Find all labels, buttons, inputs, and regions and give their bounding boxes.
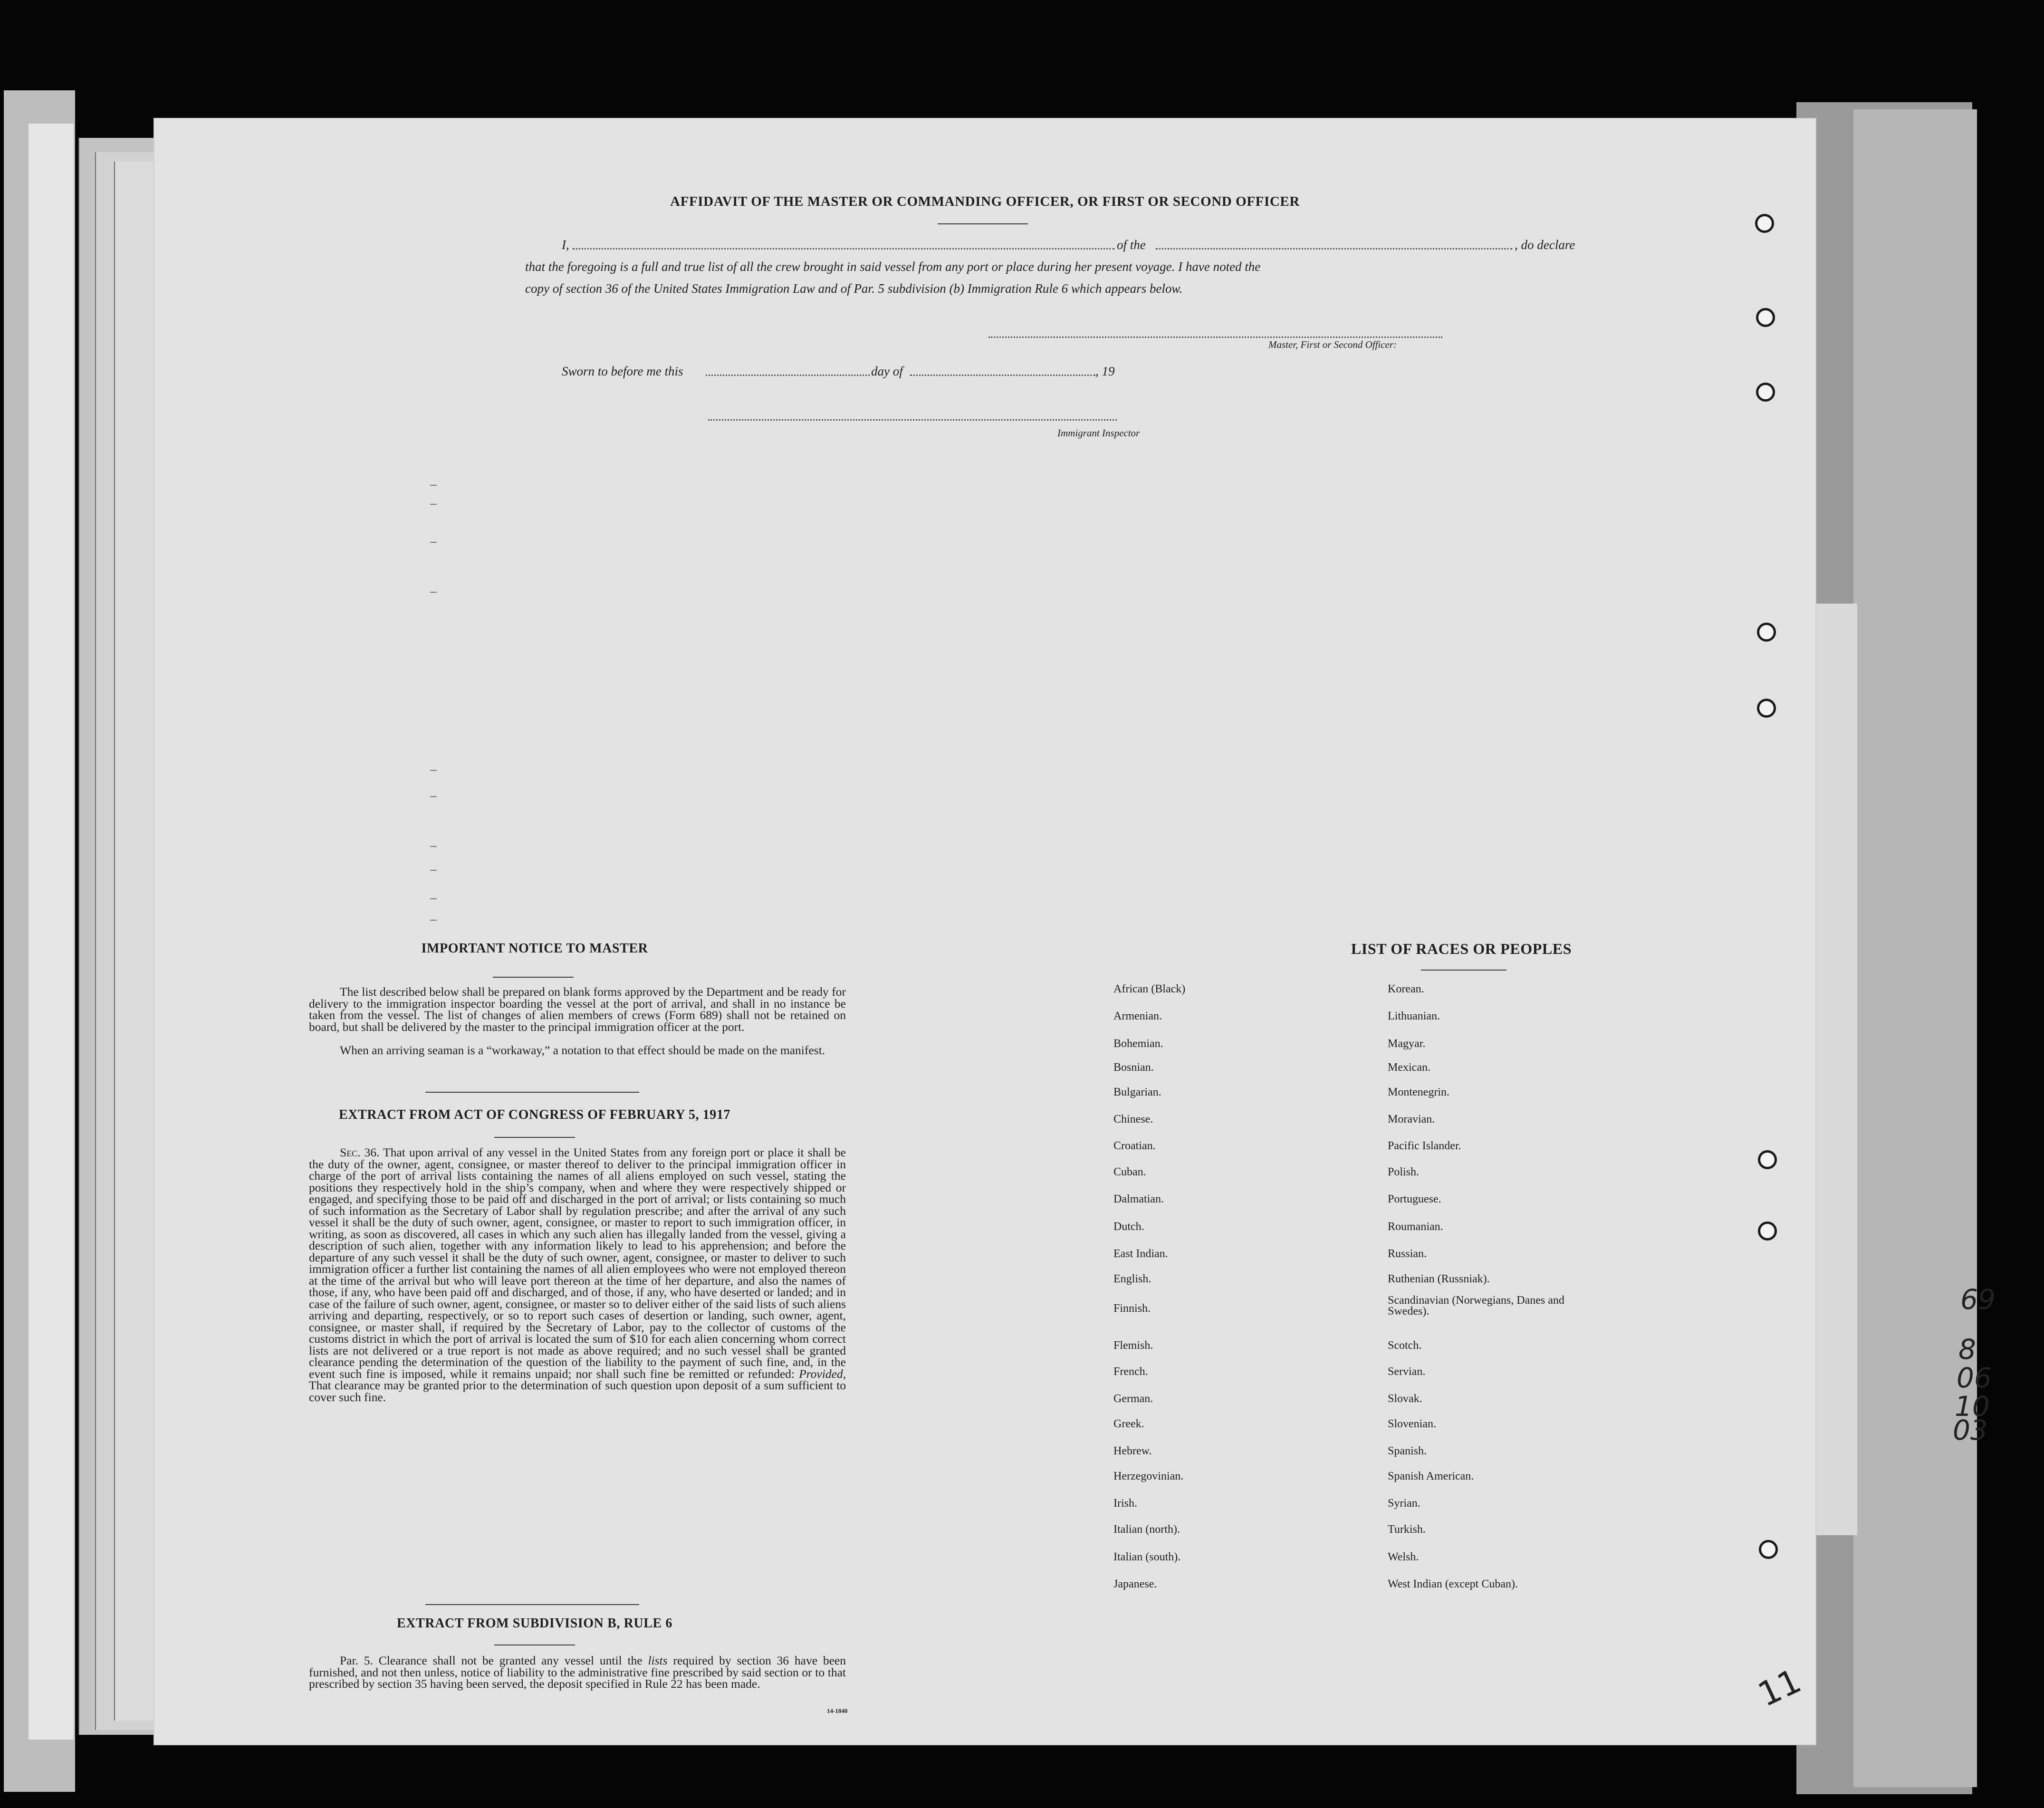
handwritten-number: 8	[1958, 1333, 1976, 1366]
handwritten-number: 10	[1955, 1390, 1990, 1423]
form-number: 14-1840	[827, 1707, 848, 1714]
affidavit-line-3: copy of section 36 of the United States Immigration Law and of Par. 5 subdivision (b) Immigration Rule 6 which appears below.	[525, 281, 1183, 296]
manifest-page	[154, 119, 1815, 1744]
heading-rule	[938, 223, 1028, 224]
race-right-item: Spanish American.	[1388, 1470, 1474, 1482]
notice-divider	[425, 1092, 639, 1093]
rule-text-b: required by section 36 have been furnished, and not then unless, notice of liability to the administrative fine prescribed by said section or to that prescribed by section 35 having been served, the deposit specified in Rule 22 has been made.	[309, 1654, 846, 1691]
race-right-item: Russian.	[1388, 1248, 1427, 1260]
page-tab-insert	[1815, 604, 1857, 1535]
act-section-label: Sec. 36.	[340, 1145, 380, 1159]
handwritten-number: 03	[1953, 1414, 1988, 1446]
act-divider	[425, 1604, 639, 1605]
punch-hole	[1756, 308, 1775, 327]
affidavit-i: I,	[562, 238, 569, 252]
notice-para-2-text: When an arriving seaman is a “workaway,” a notation to that effect should be made on the manifest.	[340, 1043, 825, 1057]
rule-text-a: Par. 5. Clearance shall not be granted any vessel until the	[340, 1654, 643, 1667]
race-left-item: Chinese.	[1113, 1113, 1153, 1125]
notice-rule	[493, 977, 574, 978]
rule-lists-word: lists	[648, 1654, 668, 1667]
master-name-field[interactable]	[573, 248, 1114, 250]
margin-tick	[430, 846, 437, 847]
affidavit-line-2: that the foregoing is a full and true list of all the crew brought in said vessel from any port or place during her present voyage. I have noted the	[525, 260, 1261, 274]
margin-tick	[430, 920, 437, 921]
margin-tick	[430, 898, 437, 899]
race-left-item: Japanese.	[1113, 1578, 1157, 1590]
race-right-item: Pacific Islander.	[1388, 1140, 1461, 1152]
race-right-item: Magyar.	[1388, 1038, 1426, 1050]
race-right-item: Servian.	[1388, 1366, 1426, 1378]
race-left-item: Armenian.	[1113, 1010, 1162, 1022]
act-section-text: That upon arrival of any vessel in the United States from any foreign port or place it shall be the duty of the owner, agent, consignee, or master thereof to deliver to the principal immigration officer in charge of the port of arrival lists containing the names of all aliens employed on such vessel, stating the positions they respectively hold in the ship’s company, when and where they were respectively shipped or engaged, and specifying those to be paid off and discharged in the port of arrival; or lists containing so much of such information as the Secretary of Labor shall by regulation prescribe; and after the arrival of any such vessel it shall be the duty of such owner, agent, consignee, or master to report to such immigration officer, in writing, as soon as discovered, all cases in which any such alien has illegally landed from the vessel, giving a description of such alien, together with any information likely to lead to his apprehension; and before the departure of any such vessel it shall be the duty of such owner, agent, consignee, or master to deliver to such immigration officer a further list containing the names of all alien employees who were not employed thereon at the time of the arrival but who will leave port thereon at the time of her departure, and also the names of those, if any, who have been paid off and discharged, and of those, if any, who have deserted or landed; and in case of the failure of such owner, agent, consignee, or master so to deliver either of the said lists of such aliens arriving and departing, respectively, or so to report such cases of desertion or landing, such owner, agent, consignee, or master shall, if required by the Secretary of Labor, pay to the collector of customs of the customs district in which the port of arrival is located the sum of $10 for each alien concerning whom correct lists are not delivered or a true report is not made as above required; and no such vessel shall be granted clearance pending the determination of the question of the liability to the payment of such fine, and, in the event such fine is imposed, while it remains unpaid; nor shall such fine be remitted or refunded:	[309, 1145, 846, 1381]
margin-tick	[430, 770, 437, 771]
punch-hole	[1755, 214, 1774, 233]
race-right-item: Scotch.	[1388, 1339, 1422, 1352]
notice-paragraph-1	[309, 986, 846, 1033]
act-section-36	[309, 1147, 846, 1403]
race-right-item: Korean.	[1388, 983, 1424, 995]
races-heading: LIST OF RACES OR PEOPLES	[1351, 940, 1572, 957]
act-heading: EXTRACT FROM ACT OF CONGRESS OF FEBRUARY 5, 1917	[338, 1107, 731, 1122]
race-right-item: West Indian (except Cuban).	[1388, 1578, 1518, 1590]
binder-right-cover-inner	[1853, 109, 1977, 1787]
race-right-item: Welsh.	[1388, 1551, 1419, 1563]
race-right-item: Portuguese.	[1388, 1193, 1441, 1205]
race-right-item: Montenegrin.	[1388, 1086, 1449, 1098]
race-left-item: Dalmatian.	[1113, 1193, 1164, 1205]
affidavit-of-the: of the	[1117, 238, 1146, 252]
race-left-item: African (Black)	[1113, 983, 1186, 995]
officer-signature-label: Master, First or Second Officer:	[1268, 339, 1397, 350]
notice-paragraph-2	[309, 1045, 846, 1057]
sworn-month-field[interactable]	[910, 375, 1095, 376]
inspector-signature-field[interactable]	[708, 419, 1117, 421]
act-proviso-text: That clearance may be granted prior to the determination of such question upon deposit of a sum sufficient to cover such fine.	[309, 1378, 846, 1404]
margin-tick	[430, 504, 437, 505]
race-right-item: Roumanian.	[1388, 1221, 1443, 1233]
officer-signature-field[interactable]	[988, 337, 1442, 338]
handwritten-number: 69	[1960, 1283, 1996, 1316]
race-left-item: French.	[1113, 1366, 1148, 1378]
punch-hole	[1758, 1150, 1777, 1169]
race-right-item: Turkish.	[1388, 1523, 1426, 1536]
margin-tick	[430, 870, 437, 871]
race-right-item: Lithuanian.	[1388, 1010, 1440, 1022]
race-left-item: English.	[1113, 1273, 1152, 1285]
notice-para-1-text: The list described below shall be prepared on blank forms approved by the Department and be ready for delivery to the immigration inspector boarding the vessel at the port of arrival, and shall in no instance be taken from the vessel. The list of changes of alien members of crews (Form 689) shall not be retained on board, but shall be delivered by the master to the principal immigration officer at the port.	[309, 985, 846, 1034]
races-rule	[1421, 970, 1507, 971]
sworn-year-19: , 19	[1095, 364, 1115, 378]
race-left-item: German.	[1113, 1393, 1153, 1405]
race-left-item: Croatian.	[1113, 1140, 1156, 1152]
sworn-prefix: Sworn to before me this	[562, 364, 683, 378]
margin-tick	[430, 542, 437, 543]
vessel-name-field[interactable]	[1156, 248, 1512, 250]
race-right-item: Polish.	[1388, 1166, 1420, 1178]
race-left-item: Flemish.	[1113, 1339, 1153, 1352]
race-left-item: Cuban.	[1113, 1166, 1146, 1178]
handwritten-number: 06	[1957, 1362, 1992, 1394]
race-left-item: Bulgarian.	[1113, 1086, 1161, 1098]
punch-hole	[1759, 1540, 1778, 1559]
notice-heading: IMPORTANT NOTICE TO MASTER	[421, 941, 648, 956]
race-left-item: Italian (south).	[1113, 1551, 1181, 1563]
race-left-item: Herzegovinian.	[1113, 1470, 1184, 1482]
sworn-day-field[interactable]	[706, 375, 870, 376]
punch-hole	[1758, 1221, 1777, 1241]
race-left-item: Irish.	[1113, 1497, 1137, 1510]
stacked-page-edge	[114, 162, 155, 1721]
rule-paragraph	[309, 1655, 846, 1690]
race-right-item: Slovenian.	[1388, 1418, 1436, 1430]
race-left-item: Italian (north).	[1113, 1523, 1180, 1536]
punch-hole	[1757, 623, 1776, 642]
inspector-label: Immigrant Inspector	[1057, 427, 1140, 439]
margin-tick	[430, 485, 437, 486]
punch-hole	[1756, 383, 1775, 402]
race-right-item: Mexican.	[1388, 1061, 1430, 1074]
race-left-item: Bohemian.	[1113, 1038, 1163, 1050]
margin-tick	[430, 592, 437, 593]
punch-hole	[1757, 699, 1776, 718]
race-left-item: Dutch.	[1113, 1221, 1144, 1233]
race-left-item: Finnish.	[1113, 1302, 1151, 1315]
binder-left-inner-strip	[29, 124, 74, 1740]
race-left-item: Hebrew.	[1113, 1445, 1152, 1457]
race-left-item: East Indian.	[1113, 1248, 1168, 1260]
rule-heading: EXTRACT FROM SUBDIVISION B, RULE 6	[397, 1616, 672, 1631]
sworn-day-of: day of	[871, 364, 903, 378]
margin-tick	[430, 796, 437, 797]
race-right-item: Slovak.	[1388, 1393, 1422, 1405]
race-right-item: Syrian.	[1388, 1497, 1420, 1510]
affidavit-heading: AFFIDAVIT OF THE MASTER OR COMMANDING OFFICER, OR FIRST OR SECOND OFFICER	[670, 194, 1300, 209]
act-proviso-word: Provided,	[799, 1366, 846, 1381]
race-right-item: Ruthenian (Russniak).	[1388, 1273, 1490, 1285]
race-right-item: Moravian.	[1388, 1113, 1435, 1125]
race-right-item: Spanish.	[1388, 1445, 1427, 1457]
act-rule	[494, 1137, 575, 1138]
affidavit-declare: , do declare	[1515, 238, 1575, 252]
race-left-item: Greek.	[1113, 1418, 1144, 1430]
race-right-item: Scandinavian (Norwegians, Danes and Swedes).	[1388, 1294, 1564, 1318]
race-left-item: Bosnian.	[1113, 1061, 1154, 1074]
handwritten-corner-mark: 11	[1752, 1661, 1807, 1714]
